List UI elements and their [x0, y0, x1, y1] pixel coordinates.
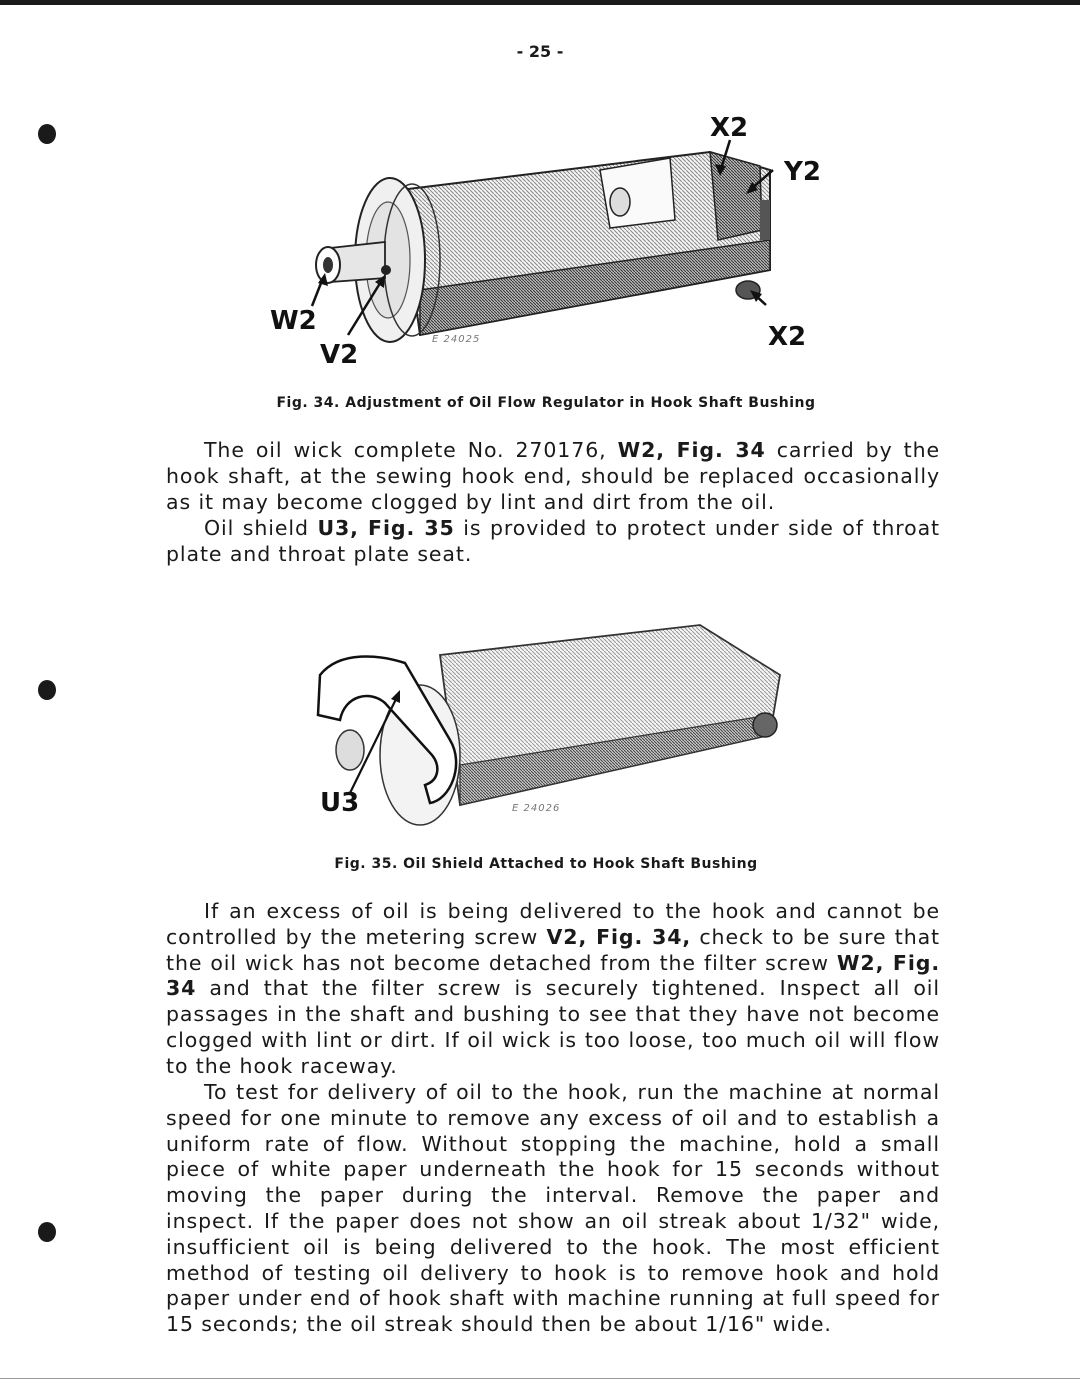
paragraph-oil-delivery-test: To test for delivery of oil to the hook, run the machine at normal speed for one minute to remove any excess of oil and to establish a uniform rate of flow. Without stopping the machine, hold a small piece of white paper underneath the hook for 15 seconds without moving the paper during the interval. Remove the paper and inspect. If the paper does not show an oil streak about 1/32" wide, insufficient oil is being delivered to the hook. The most efficient method of testing oil delivery to hook is to remove hook and hold paper under end of hook shaft with machine running at full speed for 15 seconds; the oil streak should then be about 1/16" wide. [166, 1080, 940, 1337]
figure-35 [300, 615, 800, 830]
bottom-border-line [0, 1378, 1080, 1379]
label-u3: U3 [320, 788, 360, 818]
figure-34 [270, 110, 830, 380]
page-number: - 25 - [516, 42, 564, 61]
label-x2-top: X2 [710, 113, 749, 143]
figure-34-caption: Fig. 34. Adjustment of Oil Flow Regulator in Hook Shaft Bushing [276, 395, 816, 411]
top-border-line [0, 0, 1080, 5]
hook-shaft-bushing-illustration [290, 110, 830, 380]
paragraph-oil-shield: Oil shield U3, Fig. 35 is provided to protect under side of throat plate and throat plate seat. [166, 516, 940, 566]
punch-hole-3 [38, 1222, 56, 1242]
punch-hole-1 [38, 124, 56, 144]
punch-hole-2 [38, 680, 56, 700]
label-w2: W2 [270, 306, 317, 336]
paragraph-oil-wick: The oil wick complete No. 270176, W2, Fig. 34 carried by the hook shaft, at the sewing hook end, should be replaced occasionally as it may become clogged by lint and dirt from the oil. [166, 438, 940, 514]
oil-shield-illustration [300, 615, 800, 830]
plate-code-35: E 24026 [512, 803, 561, 814]
figure-35-caption: Fig. 35. Oil Shield Attached to Hook Shaft Bushing [334, 856, 758, 872]
plate-code-34: E 24025 [432, 334, 481, 345]
paragraph-excess-oil: If an excess of oil is being delivered to the hook and cannot be controlled by the metering screw V2, Fig. 34, check to be sure that the oil wick has not become detached from the filter screw W2, Fig. 34 and that the filter screw is securely tightened. Inspect all oil passages in the shaft and bushing to see that they have not become clogged with lint or dirt. If oil wick is too loose, too much oil will flow to the hook raceway. [166, 899, 941, 1078]
label-v2: V2 [320, 340, 359, 370]
label-x2-bottom: X2 [768, 322, 807, 352]
label-y2: Y2 [784, 157, 821, 187]
